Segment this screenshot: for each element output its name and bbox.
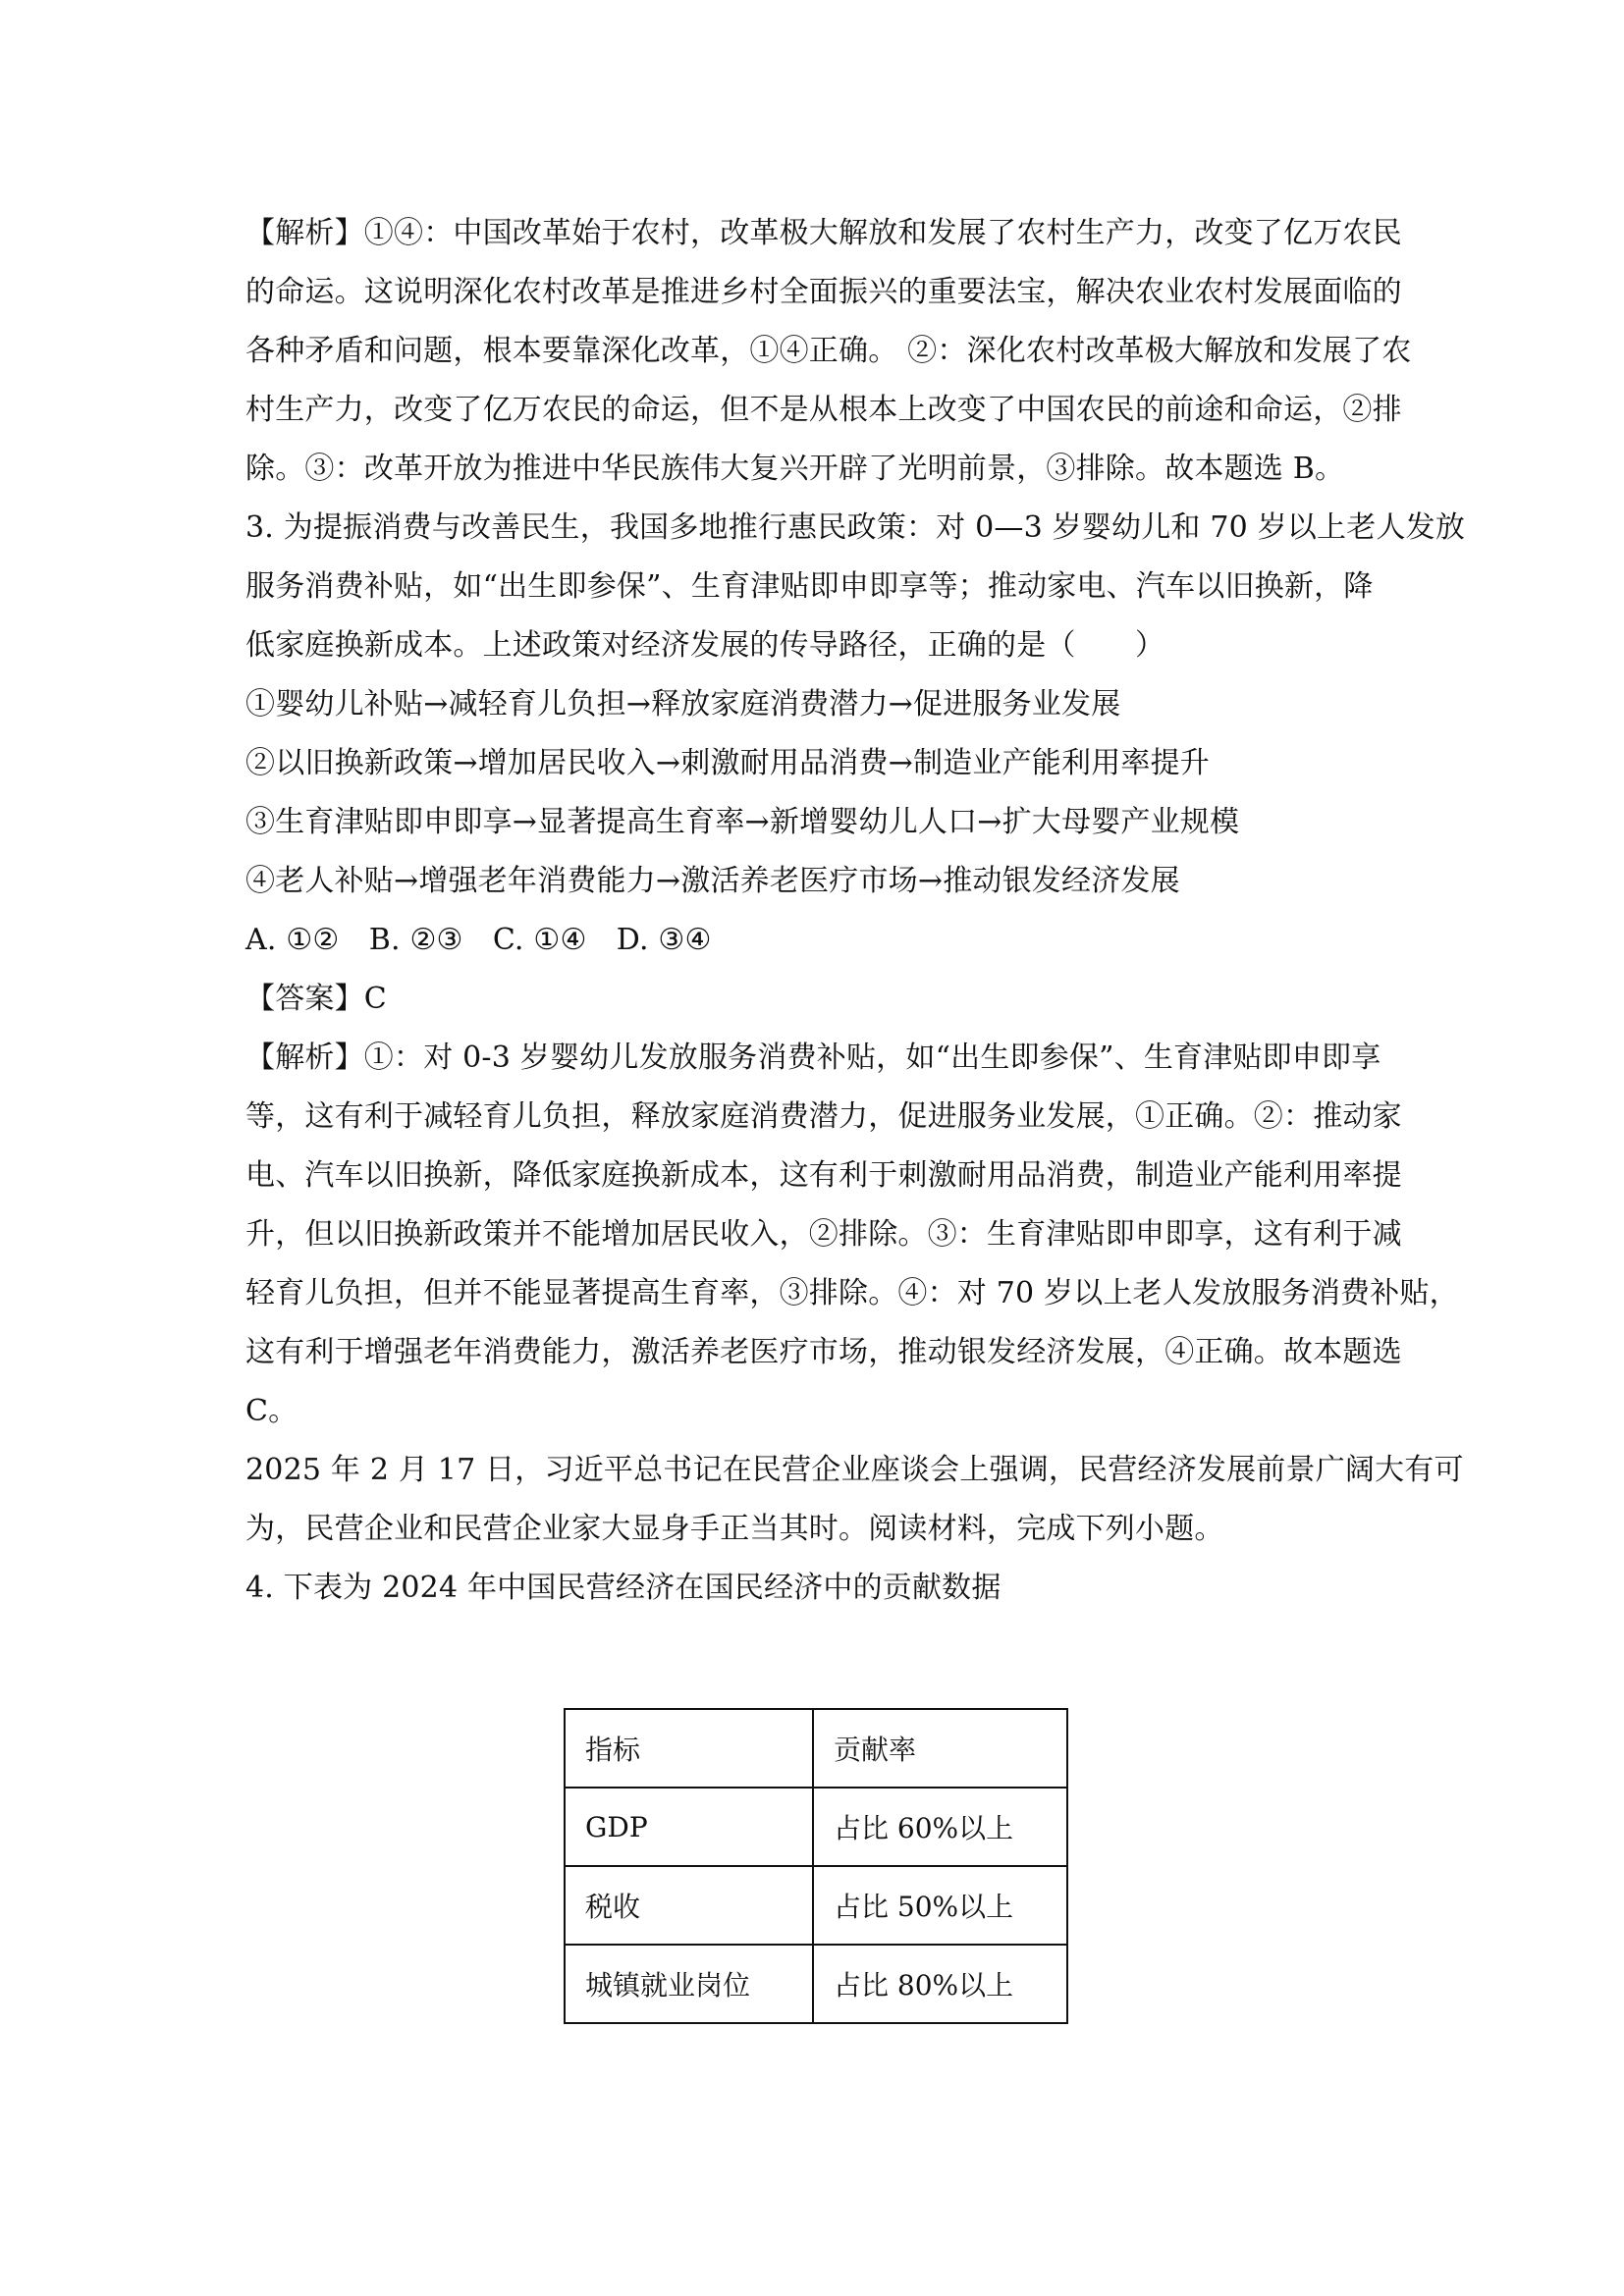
table-cell: GDP [565, 1788, 813, 1866]
question-3-analysis-line-5: 轻育儿负担，但并不能显著提高生育率，③排除。④：对 70 岁以上老人发放服务消费补贴， [245, 1276, 1459, 1310]
text-line-3: 各种矛盾和问题，根本要靠深化改革，①④正确。 ②：深化农村改革极大解放和发展了农 [245, 334, 1412, 368]
table-cell: 税收 [565, 1866, 813, 1945]
question-3-stem-line-1: 3. 为提振消费与改善民生，我国多地推行惠民政策：对 0—3 岁婴幼儿和 70 岁以上老人发放 [245, 510, 1466, 545]
question-4-stem: 4. 下表为 2024 年中国民营经济在国民经济中的贡献数据 [245, 1571, 1001, 1605]
question-3-analysis-line-1: 【解析】①：对 0-3 岁婴幼儿发放服务消费补贴，如“出生即参保”、生育津贴即申即享 [245, 1041, 1381, 1075]
question-3-analysis-line-6: 这有利于增强老年消费能力，激活养老医疗市场，推动银发经济发展，④正确。故本题选 [245, 1335, 1402, 1369]
table-cell: 城镇就业岗位 [565, 1945, 813, 2023]
table-row [565, 1866, 1067, 1945]
question-3-analysis-line-4: 升，但以旧换新政策并不能增加居民收入，②排除。③：生育津贴即申即享，这有利于减 [245, 1217, 1402, 1252]
text-line-1: 【解析】①④：中国改革始于农村，改革极大解放和发展了农村生产力，改变了亿万农民 [245, 216, 1402, 250]
question-3-answer: 【答案】C [245, 982, 387, 1016]
table-row [565, 1788, 1067, 1866]
table-header-cell: 贡献率 [813, 1709, 1067, 1788]
table-cell: 占比 60%以上 [813, 1788, 1067, 1866]
table-cell: 占比 50%以上 [813, 1866, 1067, 1945]
question-3-option-1: ①婴幼儿补贴→减轻育儿负担→释放家庭消费潜力→促进服务业发展 [245, 687, 1121, 721]
table-row [565, 1945, 1067, 2023]
question-3-stem-line-3: 低家庭换新成本。上述政策对经济发展的传导路径，正确的是（ ） [245, 628, 1165, 663]
text-line-4: 村生产力，改变了亿万农民的命运，但不是从根本上改变了中国农民的前途和命运，②排 [245, 393, 1402, 427]
question-3-analysis-line-7: C。 [245, 1394, 298, 1428]
text-line-2: 的命运。这说明深化农村改革是推进乡村全面振兴的重要法宝，解决农业农村发展面临的 [245, 275, 1402, 309]
question-3-option-4: ④老人补贴→增强老年消费能力→激活养老医疗市场→推动银发经济发展 [245, 864, 1180, 898]
question-3-choices: A. ①② B. ②③ C. ①④ D. ③④ [245, 923, 712, 957]
question-3-analysis-line-3: 电、汽车以旧换新，降低家庭换新成本，这有利于刺激耐用品消费，制造业产能利用率提 [245, 1158, 1402, 1193]
material-line-2: 为，民营企业和民营企业家大显身手正当其时。阅读材料，完成下列小题。 [245, 1512, 1224, 1546]
question-3-option-2: ②以旧换新政策→增加居民收入→刺激耐用品消费→制造业产能利用率提升 [245, 746, 1211, 780]
question-3-option-3: ③生育津贴即申即享→显著提高生育率→新增婴幼儿人口→扩大母婴产业规模 [245, 805, 1240, 839]
table-header-row [565, 1709, 1067, 1788]
table-cell: 占比 80%以上 [813, 1945, 1067, 2023]
contribution-table [564, 1708, 1068, 2024]
question-3-stem-line-2: 服务消费补贴，如“出生即参保”、生育津贴即申即享等；推动家电、汽车以旧换新，降 [245, 569, 1374, 604]
question-3-analysis-line-2: 等，这有利于减轻育儿负担，释放家庭消费潜力，促进服务业发展，①正确。②：推动家 [245, 1099, 1402, 1134]
material-line-1: 2025 年 2 月 17 日，习近平总书记在民营企业座谈会上强调，民营经济发展前景广阔大有可 [245, 1453, 1464, 1487]
table-header-cell: 指标 [565, 1709, 813, 1788]
text-line-5: 除。③：改革开放为推进中华民族伟大复兴开辟了光明前景，③排除。故本题选 B。 [245, 452, 1345, 486]
